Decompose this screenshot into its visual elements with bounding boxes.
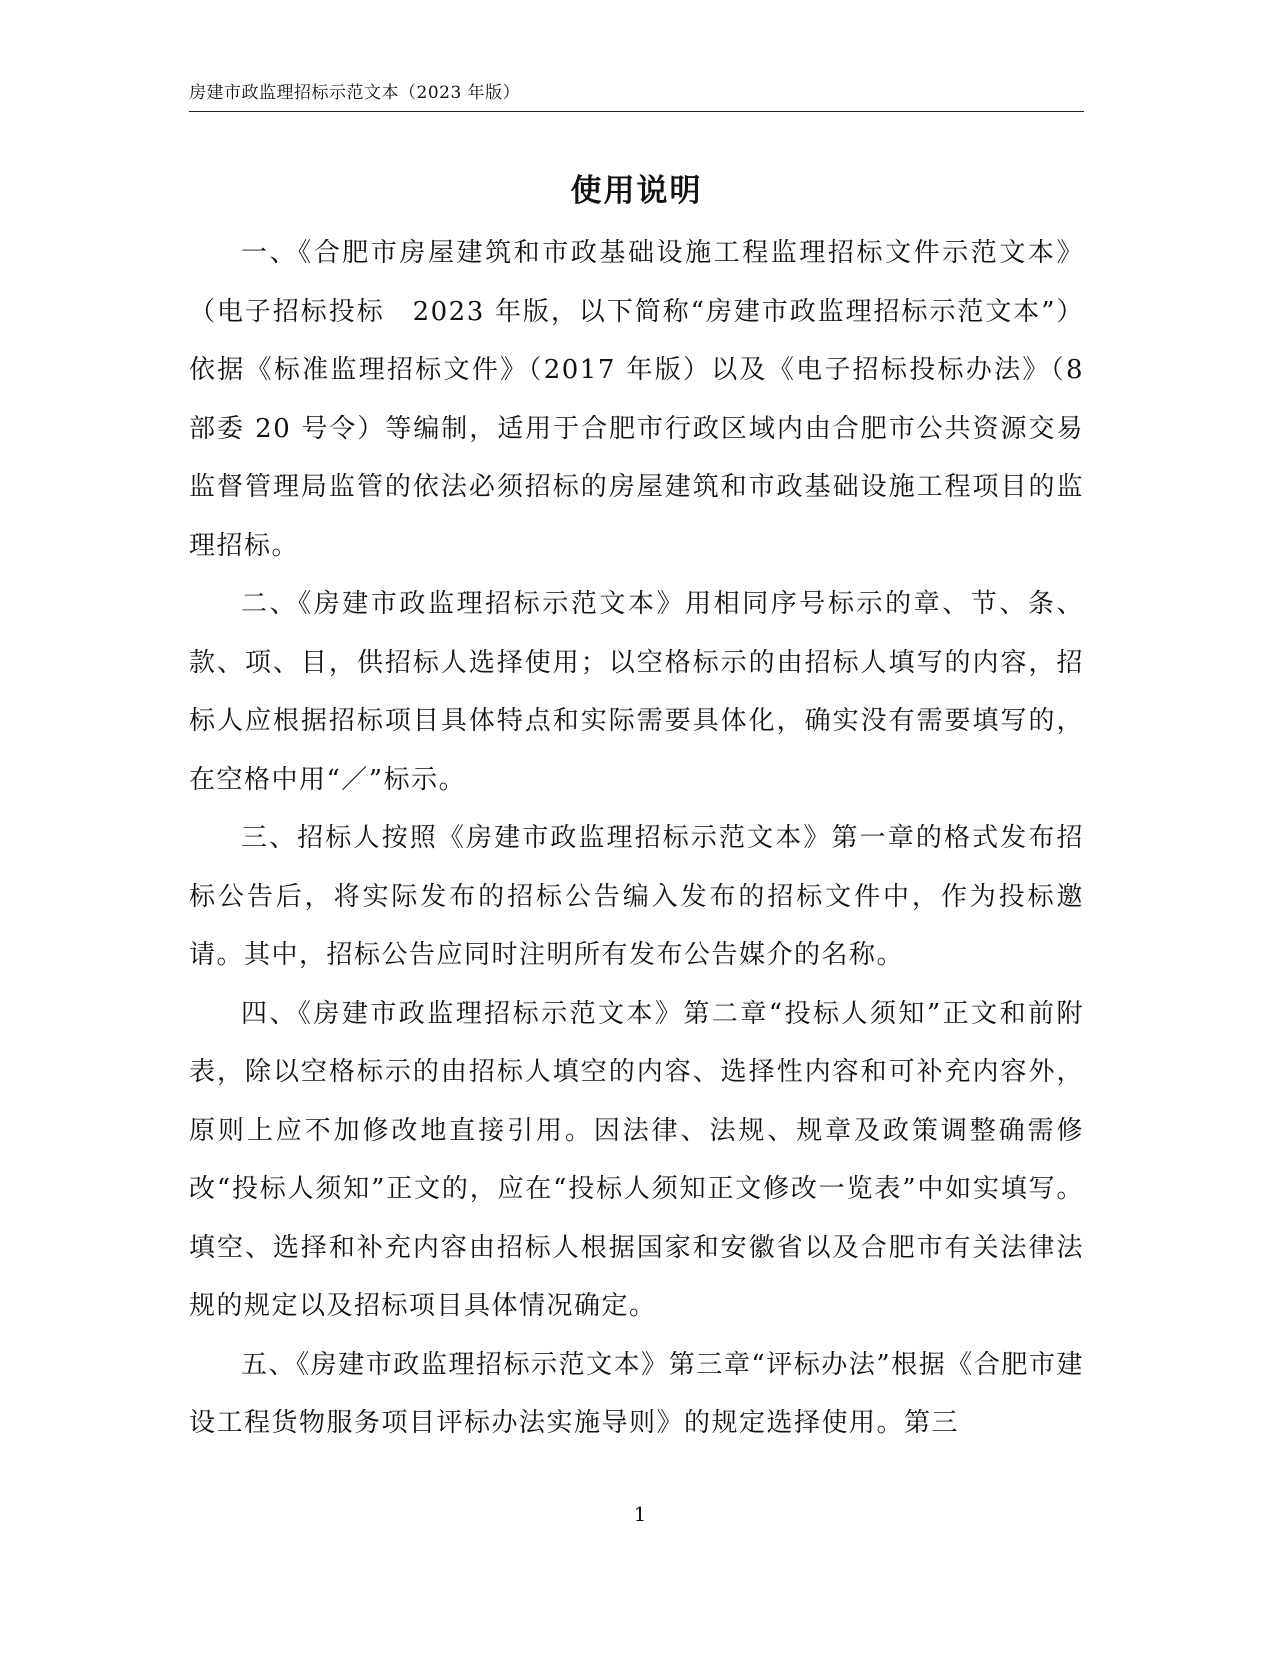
paragraph-3: 三、招标人按照《房建市政监理招标示范文本》第一章的格式发布招标公告后，将实际发布的招标公告编入发布的招标文件中，作为投标邀请。其中，招标公告应同时注明所有发布公告媒介的名称。 [189, 823, 1084, 970]
paragraph-2: 二、《房建市政监理招标示范文本》用相同序号标示的章、节、条、款、项、目，供招标人选择使用；以空格标示的由招标人填写的内容，招标人应根据招标项目具体特点和实际需要具体化，确实没有需要填写的，在空格中用“／”标示。 [189, 589, 1084, 795]
paragraph-4: 四、《房建市政监理招标示范文本》第二章“投标人须知”正文和前附表，除以空格标示的由招标人填空的内容、选择性内容和可补充内容外，原则上应不加修改地直接引用。因法律、法规、规章及政策调整确需修改“投标人须知”正文的，应在“投标人须知正文修改一览表”中如实填写。填空、选择和补充内容由招标人根据国家和安徽省以及合肥市有关法律法规的规定以及招标项目具体情况确定。 [189, 998, 1084, 1321]
page-number: 1 [633, 1502, 647, 1526]
paragraph-1: 一、《合肥市房屋建筑和市政基础设施工程监理招标文件示范文本》（电子招标投标 2023 年版，以下简称“房建市政监理招标示范文本”）依据《标准监理招标文件》（2017 年版）以及《电子招标投标办法》（8 部委 20 号令）等编制，适用于合肥市行政区域内由合肥市公共资源交易监督管理局监管的依法必须招标的房屋建筑和市政基础设施工程项目的监理招标。 [189, 238, 1084, 561]
running-header-title: 房建市政监理招标示范文本（2023 年版） [189, 83, 521, 103]
document-body [189, 224, 1084, 1453]
paragraph-5: 五、《房建市政监理招标示范文本》第三章“评标办法”根据《合肥市建设工程货物服务项目评标办法实施导则》的规定选择使用。第三 [189, 1349, 1084, 1438]
page-title: 使用说明 [570, 172, 703, 209]
running-header [189, 80, 1084, 112]
